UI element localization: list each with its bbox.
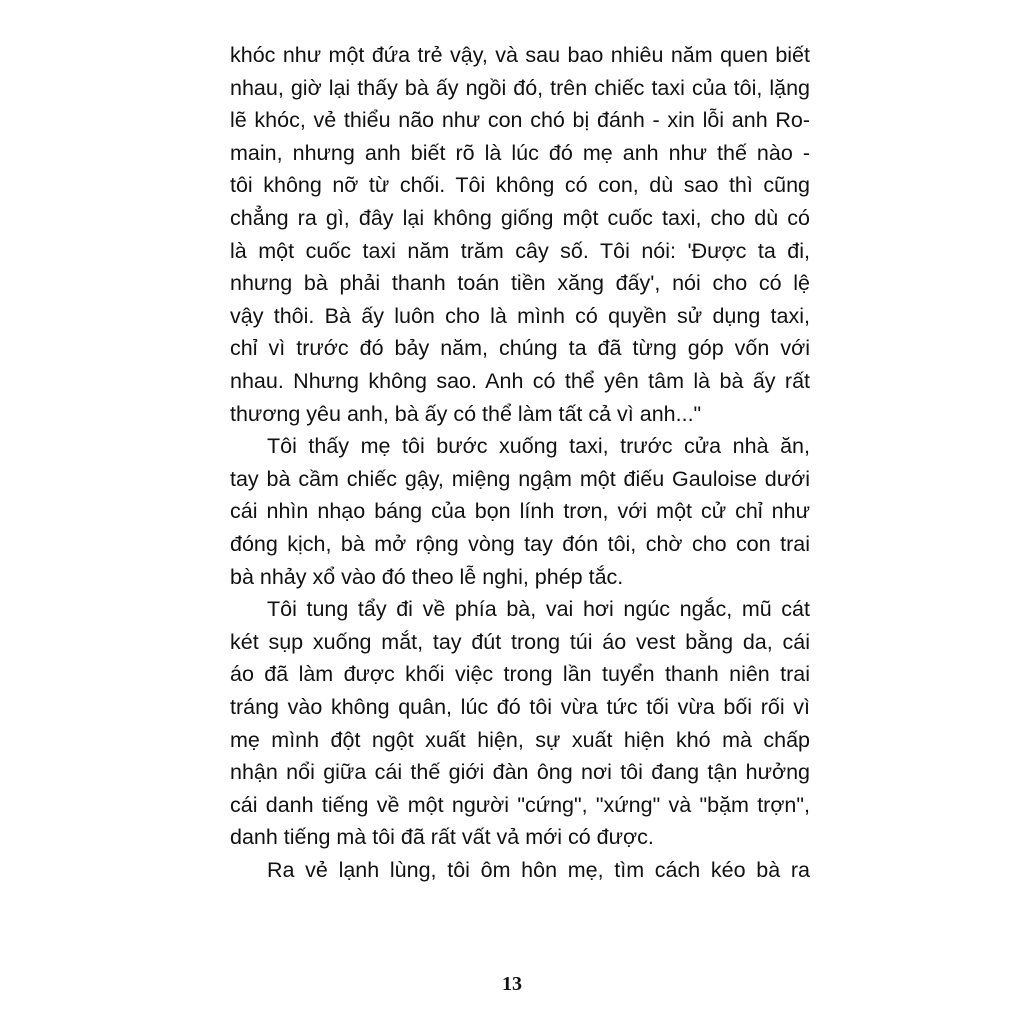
text-line: két sụp xuống mắt, tay đút trong túi áo vest bằng da, cái — [230, 630, 810, 654]
text-line: chẳng ra gì, đây lại không giống một cuốc taxi, cho dù có — [230, 206, 810, 230]
text-line: khóc như một đứa trẻ vậy, và sau bao nhiêu năm quen biết — [230, 43, 810, 67]
paragraph-first-line: Ra vẻ lạnh lùng, tôi ôm hôn mẹ, tìm cách kéo bà ra — [267, 858, 810, 882]
text-line: đóng kịch, bà mở rộng vòng tay đón tôi, chờ cho con trai — [230, 532, 810, 556]
text-line: là một cuốc taxi năm trăm cây số. Tôi nói: 'Được ta đi, — [230, 239, 810, 263]
text-line: mẹ mình đột ngột xuất hiện, sự xuất hiện khó mà chấp — [230, 728, 810, 752]
text-line: thương yêu anh, bà ấy có thể làm tất cả vì anh..." — [230, 402, 702, 426]
text-line: lẽ khóc, vẻ thiểu não như con chó bị đánh - xin lỗi anh Ro- — [230, 108, 810, 132]
text-line: tôi không nỡ từ chối. Tôi không có con, dù sao thì cũng — [230, 173, 810, 197]
text-line: danh tiếng mà tôi đã rất vất vả mới có được. — [230, 825, 654, 849]
text-line: nhau. Nhưng không sao. Anh có thể yên tâm là bà ấy rất — [230, 369, 810, 393]
paragraph-first-line: Tôi tung tẩy đi về phía bà, vai hơi ngúc ngắc, mũ cát — [267, 597, 810, 621]
text-line: bà nhảy xổ vào đó theo lễ nghi, phép tắc. — [230, 565, 624, 589]
text-line: cái nhìn nhạo báng của bọn lính trơn, với một cử chỉ như — [230, 499, 810, 523]
text-line: nhận nổi giữa cái thế giới đàn ông nơi tôi đang tận hưởng — [230, 760, 810, 784]
text-line: tráng vào không quân, lúc đó tôi vừa tức tối vừa bối rối vì — [230, 695, 810, 719]
text-line: main, nhưng anh biết rõ là lúc đó mẹ anh như thế nào - — [230, 141, 810, 165]
text-line: tay bà cầm chiếc gậy, miệng ngậm một điếu Gauloise dưới — [230, 467, 810, 491]
page-number: 13 — [502, 973, 522, 995]
text-line: nhưng bà phải thanh toán tiền xăng đấy', nói cho có lệ — [230, 271, 810, 295]
paragraph-first-line: Tôi thấy mẹ tôi bước xuống taxi, trước cửa nhà ăn, — [267, 434, 810, 458]
text-line: áo đã làm được khối việc trong lần tuyển thanh niên trai — [230, 662, 810, 686]
text-line: chỉ vì trước đó bảy năm, chúng ta đã từng góp vốn với — [230, 336, 810, 360]
text-line: nhau, giờ lại thấy bà ấy ngồi đó, trên chiếc taxi của tôi, lặng — [230, 76, 810, 100]
text-line: vậy thôi. Bà ấy luôn cho là mình có quyền sử dụng taxi, — [230, 304, 810, 328]
text-line: cái danh tiếng về một người "cứng", "xứng" và "bặm trợn", — [230, 793, 810, 817]
